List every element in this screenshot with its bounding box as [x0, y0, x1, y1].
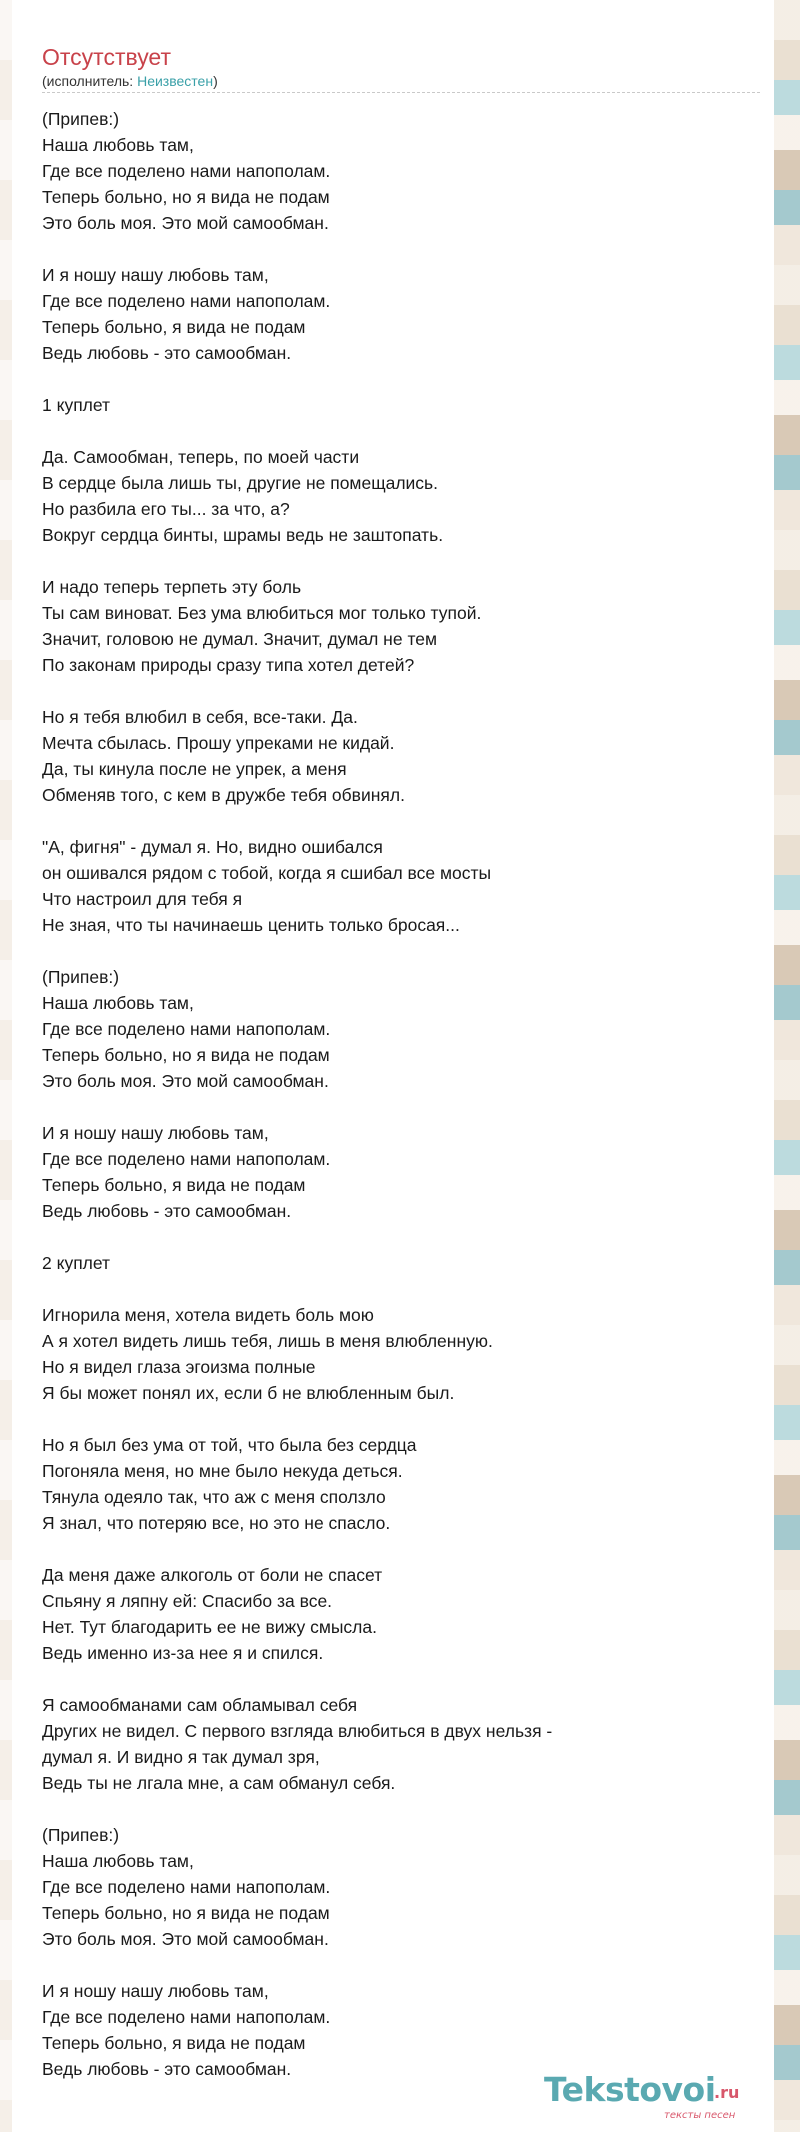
lyrics-stanza: [42, 1120, 742, 1224]
lyrics-line: Спьяну я ляпну ей: Спасибо за все.: [42, 1591, 333, 1611]
lyrics-stanza: [42, 1692, 742, 1796]
lyrics-line: Наша любовь там,: [42, 993, 194, 1013]
lyrics-line: Да, ты кинула после не упрек, а меня: [42, 759, 347, 779]
lyrics-line: Других не видел. С первого взгляда влюбиться в двух нельзя -: [42, 1721, 553, 1741]
lyrics-stanza: [42, 574, 742, 678]
lyrics-line: Не зная, что ты начинаешь ценить только бросая...: [42, 915, 460, 935]
lyrics-line: Но я был без ума от той, что была без сердца: [42, 1435, 417, 1455]
lyrics-line: 2 куплет: [42, 1253, 111, 1273]
lyrics-stanza: [42, 1432, 742, 1536]
lyrics-line: Да. Самообман, теперь, по моей части: [42, 447, 360, 467]
lyrics-stanza: [42, 262, 742, 366]
lyrics-line: Ты сам виноват. Без ума влюбиться мог только тупой.: [42, 603, 482, 623]
lyrics-line: Где все поделено нами напополам.: [42, 1019, 331, 1039]
lyrics-line: "А, фигня" - думал я. Но, видно ошибался: [42, 837, 383, 857]
lyrics-line: Вокруг сердца бинты, шрамы ведь не заштопать.: [42, 525, 444, 545]
lyrics-stanza: [42, 1562, 742, 1666]
lyrics-line: Что настроил для тебя я: [42, 889, 243, 909]
lyrics-line: (Припев:): [42, 967, 120, 987]
artist-link[interactable]: Неизвестен: [137, 73, 214, 89]
right-decorative-stripes: [774, 0, 800, 2132]
lyrics-card: [24, 28, 762, 2118]
lyrics-stanza: [42, 444, 742, 548]
lyrics-line: Где все поделено нами напополам.: [42, 161, 331, 181]
lyrics-line: Я самообманами сам обламывал себя: [42, 1695, 358, 1715]
lyrics-line: Наша любовь там,: [42, 1851, 194, 1871]
lyrics-line: Теперь больно, но я вида не подам: [42, 1045, 330, 1065]
lyrics-line: Погоняла меня, но мне было некуда деться.: [42, 1461, 403, 1481]
lyrics-line: Ведь любовь - это самообман.: [42, 343, 292, 363]
lyrics-line: Но я тебя влюбил в себя, все-таки. Да.: [42, 707, 358, 727]
lyrics-stanza: [42, 1822, 742, 1952]
lyrics-line: Но разбила его ты... за что, а?: [42, 499, 290, 519]
logo-tagline: тексты песен: [664, 2110, 736, 2121]
lyrics-line: Нет. Тут благодарить ее не вижу смысла.: [42, 1617, 377, 1637]
lyrics-line: Ведь любовь - это самообман.: [42, 1201, 292, 1221]
lyrics-text: [42, 106, 742, 2108]
lyrics-stanza: [42, 392, 742, 418]
lyrics-line: Это боль моя. Это мой самообман.: [42, 213, 329, 233]
performer-line: [42, 73, 218, 89]
lyrics-line: По законам природы сразу типа хотел детей?: [42, 655, 415, 675]
lyrics-line: Да меня даже алкоголь от боли не спасет: [42, 1565, 383, 1585]
lyrics-line: (Припев:): [42, 109, 120, 129]
lyrics-line: А я хотел видеть лишь тебя, лишь в меня влюбленную.: [42, 1331, 493, 1351]
logo-domain-suffix: .ru: [714, 2083, 740, 2102]
lyrics-line: (Припев:): [42, 1825, 120, 1845]
lyrics-line: Где все поделено нами напополам.: [42, 1877, 331, 1897]
lyrics-line: Ведь именно из-за нее я и спился.: [42, 1643, 324, 1663]
lyrics-line: Теперь больно, я вида не подам: [42, 317, 306, 337]
lyrics-line: 1 куплет: [42, 395, 111, 415]
lyrics-line: Теперь больно, я вида не подам: [42, 2033, 306, 2053]
performer-prefix: (исполнитель:: [42, 73, 138, 89]
lyrics-stanza: [42, 1302, 742, 1406]
lyrics-stanza: [42, 704, 742, 808]
lyrics-line: И я ношу нашу любовь там,: [42, 265, 269, 285]
lyrics-line: Где все поделено нами напополам.: [42, 291, 331, 311]
lyrics-stanza: [42, 1250, 742, 1276]
lyrics-stanza: [42, 964, 742, 1094]
lyrics-line: он ошивался рядом с тобой, когда я сшибал все мосты: [42, 863, 492, 883]
lyrics-line: Ведь любовь - это самообман.: [42, 2059, 292, 2079]
lyrics-line: Игнорила меня, хотела видеть боль мою: [42, 1305, 374, 1325]
song-title: Отсутствует: [42, 44, 171, 70]
lyrics-line: Я бы может понял их, если б не влюбленным был.: [42, 1383, 455, 1403]
lyrics-line: Это боль моя. Это мой самообман.: [42, 1071, 329, 1091]
lyrics-line: Обменяв того, с кем в дружбе тебя обвинял.: [42, 785, 405, 805]
lyrics-line: И я ношу нашу любовь там,: [42, 1981, 269, 2001]
lyrics-line: Это боль моя. Это мой самообман.: [42, 1929, 329, 1949]
lyrics-line: Теперь больно, я вида не подам: [42, 1175, 306, 1195]
lyrics-line: думал я. И видно я так думал зря,: [42, 1747, 320, 1767]
lyrics-line: И я ношу нашу любовь там,: [42, 1123, 269, 1143]
lyrics-line: Наша любовь там,: [42, 135, 194, 155]
lyrics-line: Мечта сбылась. Прошу упреками не кидай.: [42, 733, 395, 753]
lyrics-line: Где все поделено нами напополам.: [42, 1149, 331, 1169]
lyrics-line: Ведь ты не лгала мне, а сам обманул себя.: [42, 1773, 396, 1793]
site-logo[interactable]: [544, 2070, 764, 2120]
lyrics-line: Значит, головою не думал. Значит, думал не тем: [42, 629, 438, 649]
performer-suffix: ): [213, 73, 218, 89]
lyrics-line: Но я видел глаза эгоизма полные: [42, 1357, 316, 1377]
lyrics-line: Я знал, что потеряю все, но это не спасло.: [42, 1513, 391, 1533]
left-decorative-stripes: [0, 0, 12, 2132]
lyrics-line: Теперь больно, но я вида не подам: [42, 1903, 330, 1923]
lyrics-stanza: [42, 834, 742, 938]
lyrics-line: И надо теперь терпеть эту боль: [42, 577, 302, 597]
logo-main-text: Tekstovoi: [544, 2070, 716, 2109]
lyrics-line: Теперь больно, но я вида не подам: [42, 187, 330, 207]
lyrics-line: Где все поделено нами напополам.: [42, 2007, 331, 2027]
lyrics-stanza: [42, 1978, 742, 2082]
title-divider: [42, 92, 760, 93]
lyrics-line: Тянула одеяло так, что аж с меня сползло: [42, 1487, 386, 1507]
lyrics-line: В сердце была лишь ты, другие не помещались.: [42, 473, 439, 493]
lyrics-stanza: [42, 106, 742, 236]
